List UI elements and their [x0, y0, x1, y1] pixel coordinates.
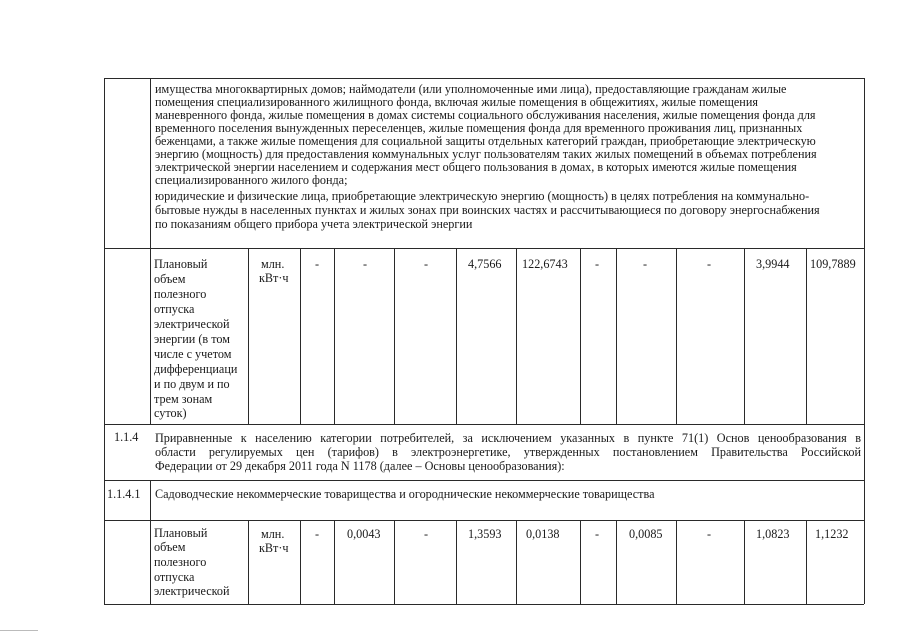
- intro-line: временного поселения вынужденных переселенцев, жилые помещения фонда для временного проживания лиц, признанных: [155, 121, 803, 135]
- intro-line: специализированного жилого фонда;: [155, 173, 348, 187]
- table-cell: 122,6743: [522, 257, 568, 271]
- label-line: электрической: [154, 584, 230, 598]
- table-cell: 3,9944: [756, 257, 790, 271]
- table-cell: 1,0823: [756, 527, 790, 541]
- table-cell: -: [424, 257, 429, 271]
- intro-line: беженцами, а также жилые помещения для социальной защиты отдельных категорий граждан, приобретающие электрическую: [155, 134, 816, 148]
- scan-mark: [0, 630, 38, 631]
- label-line: трем зонам: [154, 392, 213, 406]
- label-line: и по двум и по: [154, 377, 230, 391]
- label-line: полезного: [154, 287, 207, 301]
- label-line: электрической: [154, 317, 230, 331]
- table-cell: 0,0085: [629, 527, 663, 541]
- table-cell: -: [643, 257, 648, 271]
- section-title: Садоводческие некоммерческие товарищества и огороднические некоммерческие товарищества: [155, 487, 655, 501]
- table-cell: -: [424, 527, 429, 541]
- label-line: отпуска: [154, 570, 195, 584]
- intro-line: помещения специализированного жилищного фонда, включая жилые помещения в общежитиях, жилые помещения: [155, 95, 758, 109]
- label-line: Плановый: [154, 257, 208, 271]
- intro-line: юридические и физические лица, приобретающие электрическую энергию (мощность) в целях потребления на коммунально-: [155, 189, 810, 203]
- intro-line: бытовые нужды в населенных пунктах и жилых зонах при воинских частях и рассчитывающиеся по договору энергоснабжения: [155, 203, 820, 217]
- label-line: числе с учетом: [154, 347, 232, 361]
- table-cell: -: [363, 257, 368, 271]
- label-line: дифференциаци: [154, 362, 238, 376]
- table-cell: 109,7889: [810, 257, 856, 271]
- label-line: объем: [154, 540, 186, 554]
- table-cell: -: [595, 257, 600, 271]
- intro-line: энергию (мощность) для предоставления коммунальных услуг пользователям таких жилых помещений в объемах потребления: [155, 147, 817, 161]
- unit-line: млн.: [261, 257, 285, 271]
- section-text-line: Приравненные к населению категории потребителей, за исключением указанных в пункте 71(1) Основ ценообразования в: [155, 431, 861, 445]
- table-cell: -: [595, 527, 600, 541]
- table-cell: 4,7566: [468, 257, 502, 271]
- section-text-line: области регулируемых цен (тарифов) в электроэнергетике, утвержденных постановлением Правительства Российской: [155, 445, 861, 459]
- label-line: Плановый: [154, 526, 208, 540]
- intro-line: имущества многоквартирных домов; наймодатели (или уполномоченные ими лица), предоставляющие гражданам жилые: [155, 82, 787, 96]
- unit-line: млн.: [261, 527, 285, 541]
- table-cell: 0,0043: [347, 527, 381, 541]
- label-line: суток): [154, 406, 187, 420]
- table-cell: 1,1232: [815, 527, 849, 541]
- section-number: 1.1.4.1: [107, 487, 141, 501]
- intro-line: по показаниям общего прибора учета электрической энергии: [155, 217, 473, 231]
- table-cell: -: [315, 527, 320, 541]
- table-cell: 0,0138: [526, 527, 560, 541]
- label-line: энергии (в том: [154, 332, 230, 346]
- table-cell: 1,3593: [468, 527, 502, 541]
- label-line: полезного: [154, 555, 207, 569]
- label-line: объем: [154, 272, 186, 286]
- unit-line: кВт·ч: [259, 271, 289, 285]
- table-cell: -: [707, 527, 712, 541]
- section-number: 1.1.4: [114, 430, 139, 444]
- intro-line: маневренного фонда, жилые помещения в домах системы социального обслуживания населения, жилые помещения фонда для: [155, 108, 816, 122]
- label-line: отпуска: [154, 302, 195, 316]
- table-cell: -: [707, 257, 712, 271]
- unit-line: кВт·ч: [259, 541, 289, 555]
- section-text-line: Федерации от 29 декабря 2011 года N 1178 (далее – Основы ценообразования):: [155, 459, 565, 473]
- intro-line: электрической энергии населением и содержания мест общего пользования в домах, в которых имеются жилые помещения: [155, 160, 797, 174]
- table-cell: -: [315, 257, 320, 271]
